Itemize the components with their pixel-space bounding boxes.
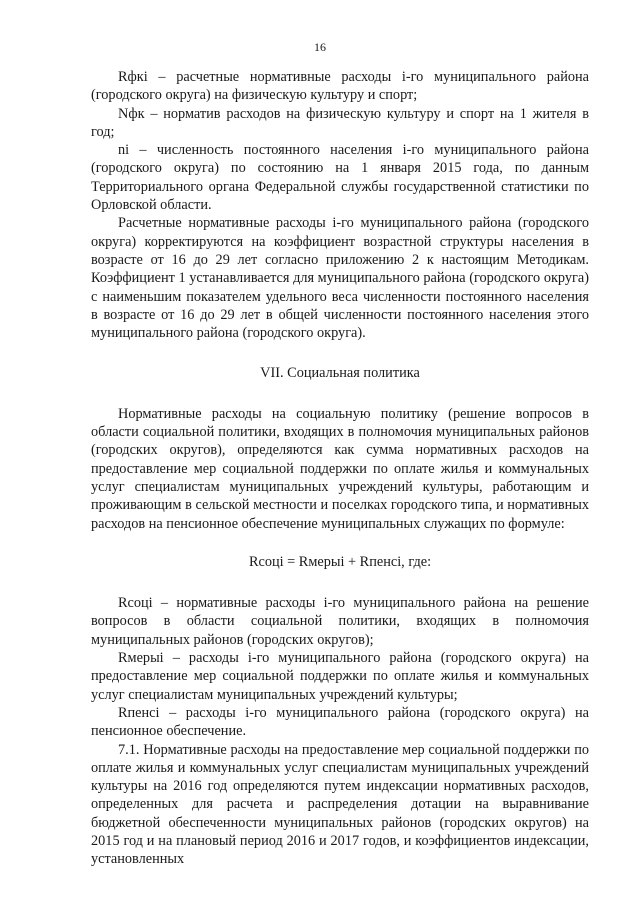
- paragraph-ni-definition: ni – численность постоянного населения i-го муниципального района (городского округа) по состоянию на 1 января 2015 года, по данным Территориального органа Федеральной службы государственной статистики по Орловской области.: [91, 142, 589, 214]
- paragraph-rfk-definition: Rфкi – расчетные нормативные расходы i-го муниципального района (городского округа) на физическую культуру и спорт;: [91, 69, 589, 104]
- paragraph-7-1: 7.1. Нормативные расходы на предоставление мер социальной поддержки по оплате жилья и коммунальных услуг специалистам муниципальных учреждений культуры на 2016 год определяются путем индексации нормативных расходов, определенных для расчета и распределения дотации на выравнивание бюджетной обеспеченности муниципальных районов (городских округов) на 2015 год и на плановый период 2016 и 2017 годов, и коэффициентов индексации, установленных: [91, 741, 589, 868]
- page-number: 16: [314, 40, 326, 54]
- paragraph-rpens-definition: Rпенсi – расходы i-го муниципального района (городского округа) на пенсионное обеспечение.: [91, 704, 589, 740]
- section-heading: VII. Социальная политика: [260, 365, 420, 382]
- paragraph-rsoc-definition: Rсоцi – нормативные расходы i-го муниципального района на решение вопросов в области социальной политики, входящих в полномочия муниципальных районов (городских округов);: [91, 595, 589, 648]
- paragraph-age-coefficient: Расчетные нормативные расходы i-го муниципального района (городского округа) корректируются на коэффициент возрастной структуры населения в возрасте от 16 до 29 лет согласно приложению 2 к настоящим Методикам. Коэффициент 1 устанавливается для муниципального района (городского округа) с наименьшим показателем удельного веса численности постоянного населения в возрасте от 16 до 29 лет в общей численности постоянного населения этого муниципального района (городского округа).: [91, 215, 589, 342]
- paragraph-rmery-definition: Rмерыi – расходы i-го муниципального района (городского округа) на предоставление мер социальной поддержки по оплате жилья и коммунальных услуг специалистам муниципальных учреждений культуры;: [91, 650, 589, 703]
- formula: Rсоцi = Rмерыi + Rпенсi, где:: [248, 553, 432, 570]
- document-body: [91, 68, 589, 869]
- paragraph-social-policy-intro: Нормативные расходы на социальную политику (решение вопросов в области социальной политики, входящих в полномочия муниципальных районов (городских округов), определяются как сумма нормативных расходов на предоставление мер социальной поддержки по оплате жилья и коммунальных услуг специалистам муниципальных учреждений культуры, работающим и проживающим в сельской местности и поселках городского типа, и нормативных расходов на пенсионное обеспечение муниципальных служащих по формуле:: [91, 405, 589, 532]
- paragraph-nfk-definition: Nфк – норматив расходов на физическую культуру и спорт на 1 жителя в год;: [91, 105, 589, 140]
